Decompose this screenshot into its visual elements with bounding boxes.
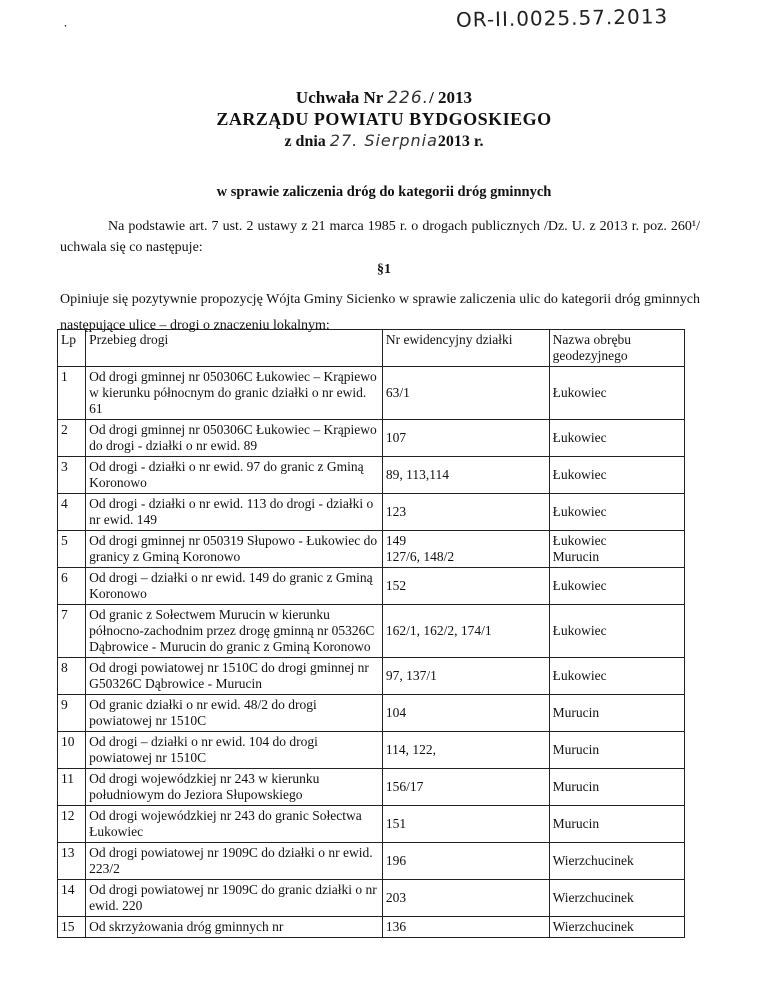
row-survey-area: Łukowiec <box>549 420 684 457</box>
row-plot-number: 97, 137/1 <box>382 658 549 695</box>
table-row <box>58 494 685 531</box>
row-plot-number: 149 127/6, 148/2 <box>382 531 549 568</box>
row-plot-number: 114, 122, <box>382 732 549 769</box>
resolution-number-line <box>0 88 768 108</box>
resolution-year: / 2013 <box>429 88 473 107</box>
row-survey-area: Murucin <box>549 769 684 806</box>
row-plot-number: 123 <box>382 494 549 531</box>
table-row <box>58 605 685 658</box>
row-lp: 10 <box>58 732 86 769</box>
header-plot-number: Nr ewidencyjny działki <box>382 330 549 367</box>
row-survey-area: Murucin <box>549 695 684 732</box>
row-lp: 4 <box>58 494 86 531</box>
row-lp: 12 <box>58 806 86 843</box>
table-row <box>58 658 685 695</box>
roads-table-body <box>58 330 685 938</box>
resolution-label: Uchwała Nr <box>295 88 383 107</box>
row-survey-area: Łukowiec <box>549 367 684 420</box>
handwritten-reference-number: OR-II.0025.57.2013 <box>455 4 669 32</box>
legal-basis-paragraph: Na podstawie art. 7 ust. 2 ustawy z 21 marca 1985 r. o drogach publicznych /Dz. U. z 2013 r. poz. 260¹/ uchwala się co następuje: <box>60 219 700 255</box>
table-row <box>58 880 685 917</box>
row-route: Od drogi wojewódzkiej nr 243 w kierunku południowym do Jeziora Słupowskiego <box>86 769 383 806</box>
intro-paragraph: Opiniuje się pozytywnie propozycję Wójta Gminy Sicienko w sprawie zaliczenia ulic do kategorii dróg gminnych następujące ulice – drogi o znaczeniu lokalnym: <box>60 292 700 333</box>
row-plot-number: 151 <box>382 806 549 843</box>
handwritten-mark: ˙ <box>62 24 70 40</box>
resolution-subject: w sprawie zaliczenia dróg do kategorii dróg gminnych <box>216 184 552 200</box>
row-lp: 13 <box>58 843 86 880</box>
row-lp: 11 <box>58 769 86 806</box>
row-route: Od granic działki o nr ewid. 48/2 do drogi powiatowej nr 1510C <box>86 695 383 732</box>
table-header-row <box>58 330 685 367</box>
table-row <box>58 568 685 605</box>
row-plot-number: 162/1, 162/2, 174/1 <box>382 605 549 658</box>
row-lp: 5 <box>58 531 86 568</box>
table-row <box>58 531 685 568</box>
handwritten-resolution-number: 226. <box>387 88 430 108</box>
row-plot-number: 63/1 <box>382 367 549 420</box>
row-route: Od drogi wojewódzkiej nr 243 do granic Sołectwa Łukowiec <box>86 806 383 843</box>
row-lp: 8 <box>58 658 86 695</box>
row-survey-area: Łukowiec Murucin <box>549 531 684 568</box>
header-lp: Lp <box>58 330 86 367</box>
row-survey-area: Wierzchucinek <box>549 843 684 880</box>
row-lp: 9 <box>58 695 86 732</box>
handwritten-date: 27. Sierpnia <box>329 131 438 150</box>
row-plot-number: 107 <box>382 420 549 457</box>
row-survey-area: Łukowiec <box>549 658 684 695</box>
row-plot-number: 196 <box>382 843 549 880</box>
row-route: Od drogi gminnej nr 050319 Słupowo - Łukowiec do granicy z Gminą Koronowo <box>86 531 383 568</box>
row-route: Od skrzyżowania dróg gminnych nr <box>86 917 383 938</box>
row-survey-area: Łukowiec <box>549 568 684 605</box>
row-survey-area: Łukowiec <box>549 494 684 531</box>
date-year: 2013 r. <box>437 133 484 150</box>
board-name: ZARZĄDU POWIATU BYDGOSKIEGO <box>216 109 552 129</box>
row-survey-area: Wierzchucinek <box>549 917 684 938</box>
table-row <box>58 420 685 457</box>
header-route: Przebieg drogi <box>86 330 383 367</box>
table-row <box>58 769 685 806</box>
row-lp: 7 <box>58 605 86 658</box>
date-label: z dnia <box>284 133 326 150</box>
paragraph-sign: §1 <box>377 262 391 277</box>
row-route: Od drogi gminnej nr 050306C Łukowiec – Krąpiewo do drogi - działki o nr ewid. 89 <box>86 420 383 457</box>
row-route: Od drogi – działki o nr ewid. 149 do granic z Gminą Koronowo <box>86 568 383 605</box>
row-survey-area: Łukowiec <box>549 457 684 494</box>
row-plot-number: 203 <box>382 880 549 917</box>
row-lp: 2 <box>58 420 86 457</box>
table-row <box>58 367 685 420</box>
row-route: Od drogi powiatowej nr 1909C do działki o nr ewid. 223/2 <box>86 843 383 880</box>
row-route: Od drogi powiatowej nr 1909C do granic działki o nr ewid. 220 <box>86 880 383 917</box>
row-plot-number: 136 <box>382 917 549 938</box>
row-route: Od drogi – działki o nr ewid. 104 do drogi powiatowej nr 1510C <box>86 732 383 769</box>
row-lp: 3 <box>58 457 86 494</box>
row-survey-area: Murucin <box>549 732 684 769</box>
header-survey-area: Nazwa obrębu geodezyjnego <box>549 330 684 367</box>
row-survey-area: Wierzchucinek <box>549 880 684 917</box>
row-lp: 15 <box>58 917 86 938</box>
row-route: Od drogi - działki o nr ewid. 97 do granic z Gminą Koronowo <box>86 457 383 494</box>
row-plot-number: 89, 113,114 <box>382 457 549 494</box>
table-row <box>58 695 685 732</box>
table-row <box>58 732 685 769</box>
table-row <box>58 806 685 843</box>
row-plot-number: 152 <box>382 568 549 605</box>
resolution-date-line <box>0 131 768 151</box>
row-route: Od drogi powiatowej nr 1510C do drogi gminnej nr G50326C Dąbrowice - Murucin <box>86 658 383 695</box>
row-lp: 14 <box>58 880 86 917</box>
table-row <box>58 457 685 494</box>
row-route: Od drogi gminnej nr 050306C Łukowiec – Krąpiewo w kierunku północnym do granic działki o nr ewid. 61 <box>86 367 383 420</box>
row-route: Od drogi - działki o nr ewid. 113 do drogi - działki o nr ewid. 149 <box>86 494 383 531</box>
row-plot-number: 104 <box>382 695 549 732</box>
roads-table <box>57 329 685 938</box>
table-row <box>58 917 685 938</box>
row-lp: 6 <box>58 568 86 605</box>
row-survey-area: Łukowiec <box>549 605 684 658</box>
row-plot-number: 156/17 <box>382 769 549 806</box>
row-lp: 1 <box>58 367 86 420</box>
row-route: Od granic z Sołectwem Murucin w kierunku północno-zachodnim przez drogę gminną nr 05326C Dąbrowice - Murucin do granic z Gminą Koronowo <box>86 605 383 658</box>
table-row <box>58 843 685 880</box>
row-survey-area: Murucin <box>549 806 684 843</box>
